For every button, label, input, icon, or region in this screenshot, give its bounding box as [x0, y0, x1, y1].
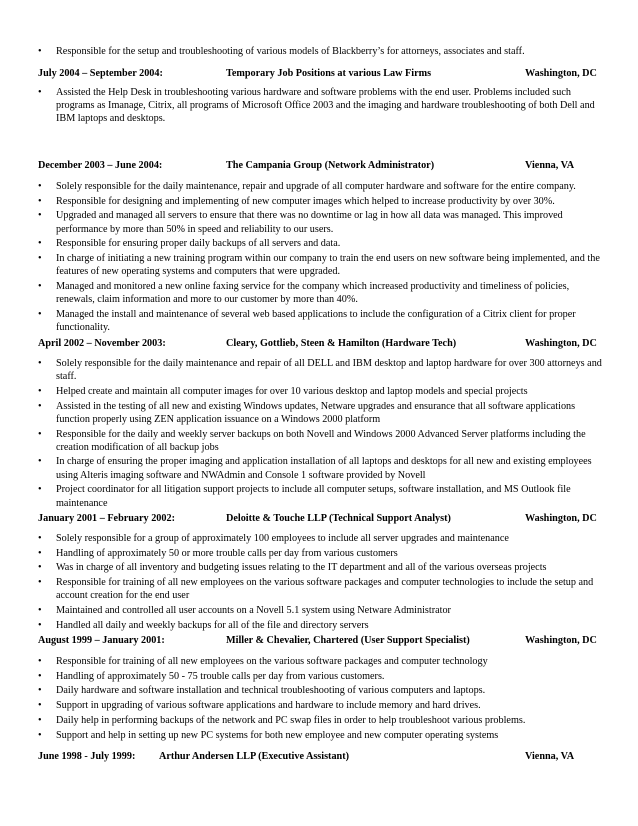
- list-item: • Managed and monitored a new online faxing service for the company which increased productivity and timeliness of policies, renewals, claim information and more to our customer by more than 40%.: [38, 280, 570, 306]
- bullet-icon: •: [38, 385, 42, 397]
- list-item: • Responsible for the daily and weekly server backups on both Novell and Windows 2000 Advanced Server platforms including the creation modification of all backup jobs: [38, 428, 586, 453]
- job-location: Washington, DC: [525, 635, 597, 646]
- bullet-list: [0, 45, 638, 60]
- job-dates: July 2004 – September 2004:: [38, 68, 163, 79]
- bullet-icon: •: [38, 280, 42, 292]
- bullet-icon: •: [38, 358, 42, 369]
- bullet-icon: •: [38, 400, 42, 412]
- list-item: • Maintained and controlled all user accounts on a Novell 5.1 system using Netware Administrator: [38, 605, 451, 617]
- bullet-icon: •: [38, 195, 42, 207]
- job-location: Vienna, VA: [525, 160, 575, 171]
- list-item: • Responsible for training of all new employees on the various software packages and computer technology: [38, 656, 488, 667]
- job-organization: Cleary, Gottlieb, Steen & Hamilton (Hardware Tech): [226, 338, 457, 349]
- list-item: • Assisted the Help Desk in troubleshooting various hardware and software problems with the end user. Problems included such programs as Imanage, Citrix, all programs of Microsoft Office 2003 and the imaging and hardware troubleshooting of both Dell and IBM laptops and desktops.: [38, 87, 595, 125]
- bullet-list: [0, 532, 638, 633]
- bullet-icon: •: [38, 456, 42, 468]
- bullet-list: [0, 180, 638, 336]
- job-organization: Arthur Andersen LLP (Executive Assistant): [159, 751, 349, 762]
- bullet-icon: •: [38, 729, 42, 741]
- job-header: [38, 159, 608, 173]
- list-item: • Upgraded and managed all servers to ensure that there was no downtime or lag in how all data was managed. This improved performance by more than 50% in speed and reliability to our users.: [38, 210, 563, 235]
- bullet-list: [0, 357, 638, 511]
- list-item: • Managed the install and maintenance of several web based applications to include the configuration of a Citrix client for proper functionality.: [38, 308, 576, 334]
- list-item: • Responsible for designing and implementing of new computer images which helped to increase productivity by over 30%.: [38, 195, 555, 207]
- job-location: Washington, DC: [525, 513, 597, 524]
- list-item: • Daily hardware and software installation and technical troubleshooting of various computers and laptops.: [38, 685, 486, 697]
- list-item: • Handled all daily and weekly backups for all of the file and directory servers: [38, 619, 369, 631]
- bullet-icon: •: [38, 700, 42, 712]
- job-dates: December 2003 – June 2004:: [38, 160, 163, 171]
- bullet-list: [0, 655, 638, 743]
- job-location: Vienna, VA: [525, 751, 575, 762]
- list-item: • Responsible for training of all new employees on the various software packages and computer technologies to include the setup and account creation for the end user: [38, 577, 594, 602]
- job-header: [38, 512, 608, 526]
- job-dates: January 2001 – February 2002:: [38, 513, 175, 524]
- bullet-icon: •: [38, 87, 42, 98]
- bullet-icon: •: [38, 577, 42, 589]
- job-organization: Deloitte & Touche LLP (Technical Support Analyst): [226, 513, 451, 524]
- bullet-icon: •: [38, 428, 42, 440]
- bullet-icon: •: [38, 547, 42, 559]
- bullet-icon: •: [38, 253, 42, 265]
- job-header: [38, 337, 608, 351]
- list-item: • Was in charge of all inventory and budgeting issues relating to the IT department and all of the various overseas projects: [38, 562, 547, 574]
- list-item: • In charge of ensuring the proper imaging and application installation of all laptops and desktops for all new and existing employees using Alteris imaging software and NWAdmin and Console 1 software provided by Novell: [38, 456, 592, 481]
- list-item: • Solely responsible for the daily maintenance and repair of all DELL and IBM desktop and laptop hardware for over 300 attorneys and staff.: [38, 358, 602, 383]
- list-item: • Assisted in the testing of all new and existing Windows updates, Netware upgrades and ensurance that all software applications function properly using ZEN application issuance on a Windows 2000 platform: [38, 400, 576, 425]
- list-item: • Solely responsible for the daily maintenance, repair and upgrade of all computer hardware and software for the entire company.: [38, 181, 576, 192]
- job-header: [38, 634, 608, 648]
- bullet-icon: •: [38, 714, 42, 726]
- list-item: • Helped create and maintain all computer images for over 10 various desktop and laptop models and special projects: [38, 385, 528, 397]
- job-organization: The Campania Group (Network Administrator): [226, 160, 435, 171]
- job-location: Washington, DC: [525, 338, 597, 349]
- bullet-icon: •: [38, 308, 42, 320]
- list-item: • Responsible for the setup and troubleshooting of various models of Blackberry’s for attorneys, associates and staff.: [38, 46, 525, 57]
- job-dates: August 1999 – January 2001:: [38, 635, 165, 646]
- bullet-list: [0, 86, 638, 127]
- bullet-icon: •: [38, 238, 42, 250]
- list-item: • Support and help in setting up new PC systems for both new employee and new computer operating systems: [38, 729, 499, 741]
- job-location: Washington, DC: [525, 68, 597, 79]
- bullet-icon: •: [38, 533, 42, 544]
- job-organization: Temporary Job Positions at various Law Firms: [226, 68, 432, 79]
- list-item: • Solely responsible for a group of approximately 100 employees to include all server upgrades and maintenance: [38, 533, 509, 544]
- bullet-icon: •: [38, 46, 42, 57]
- bullet-icon: •: [38, 685, 42, 697]
- list-item: • In charge of initiating a new training program within our company to train the end users on new software being implemented, and the features of new operating systems and computers that were upgraded.: [38, 253, 600, 278]
- bullet-icon: •: [38, 670, 42, 682]
- list-item: • Responsible for ensuring proper daily backups of all servers and data.: [38, 238, 341, 250]
- bullet-icon: •: [38, 484, 42, 496]
- job-dates: April 2002 – November 2003:: [38, 338, 166, 349]
- bullet-icon: •: [38, 605, 42, 617]
- bullet-icon: •: [38, 656, 42, 667]
- bullet-icon: •: [38, 210, 42, 222]
- list-item: • Project coordinator for all litigation support projects to include all computer setups, software installation, and MS Outlook file maintenance: [38, 484, 571, 509]
- bullet-icon: •: [38, 562, 42, 574]
- job-header: [38, 750, 608, 764]
- job-header: [38, 67, 608, 81]
- list-item: • Daily help in performing backups of the network and PC swap files in order to help troubleshoot various problems.: [38, 714, 526, 726]
- list-item: • Support in upgrading of various software applications and hardware to include memory and hard drives.: [38, 700, 481, 712]
- list-item: • Handling of approximately 50 or more trouble calls per day from various customers: [38, 547, 398, 559]
- job-organization: Miller & Chevalier, Chartered (User Support Specialist): [226, 635, 470, 646]
- bullet-icon: •: [38, 619, 42, 631]
- bullet-icon: •: [38, 181, 42, 192]
- list-item: • Handling of approximately 50 - 75 trouble calls per day from various customers.: [38, 670, 385, 682]
- job-dates: June 1998 - July 1999:: [38, 751, 136, 762]
